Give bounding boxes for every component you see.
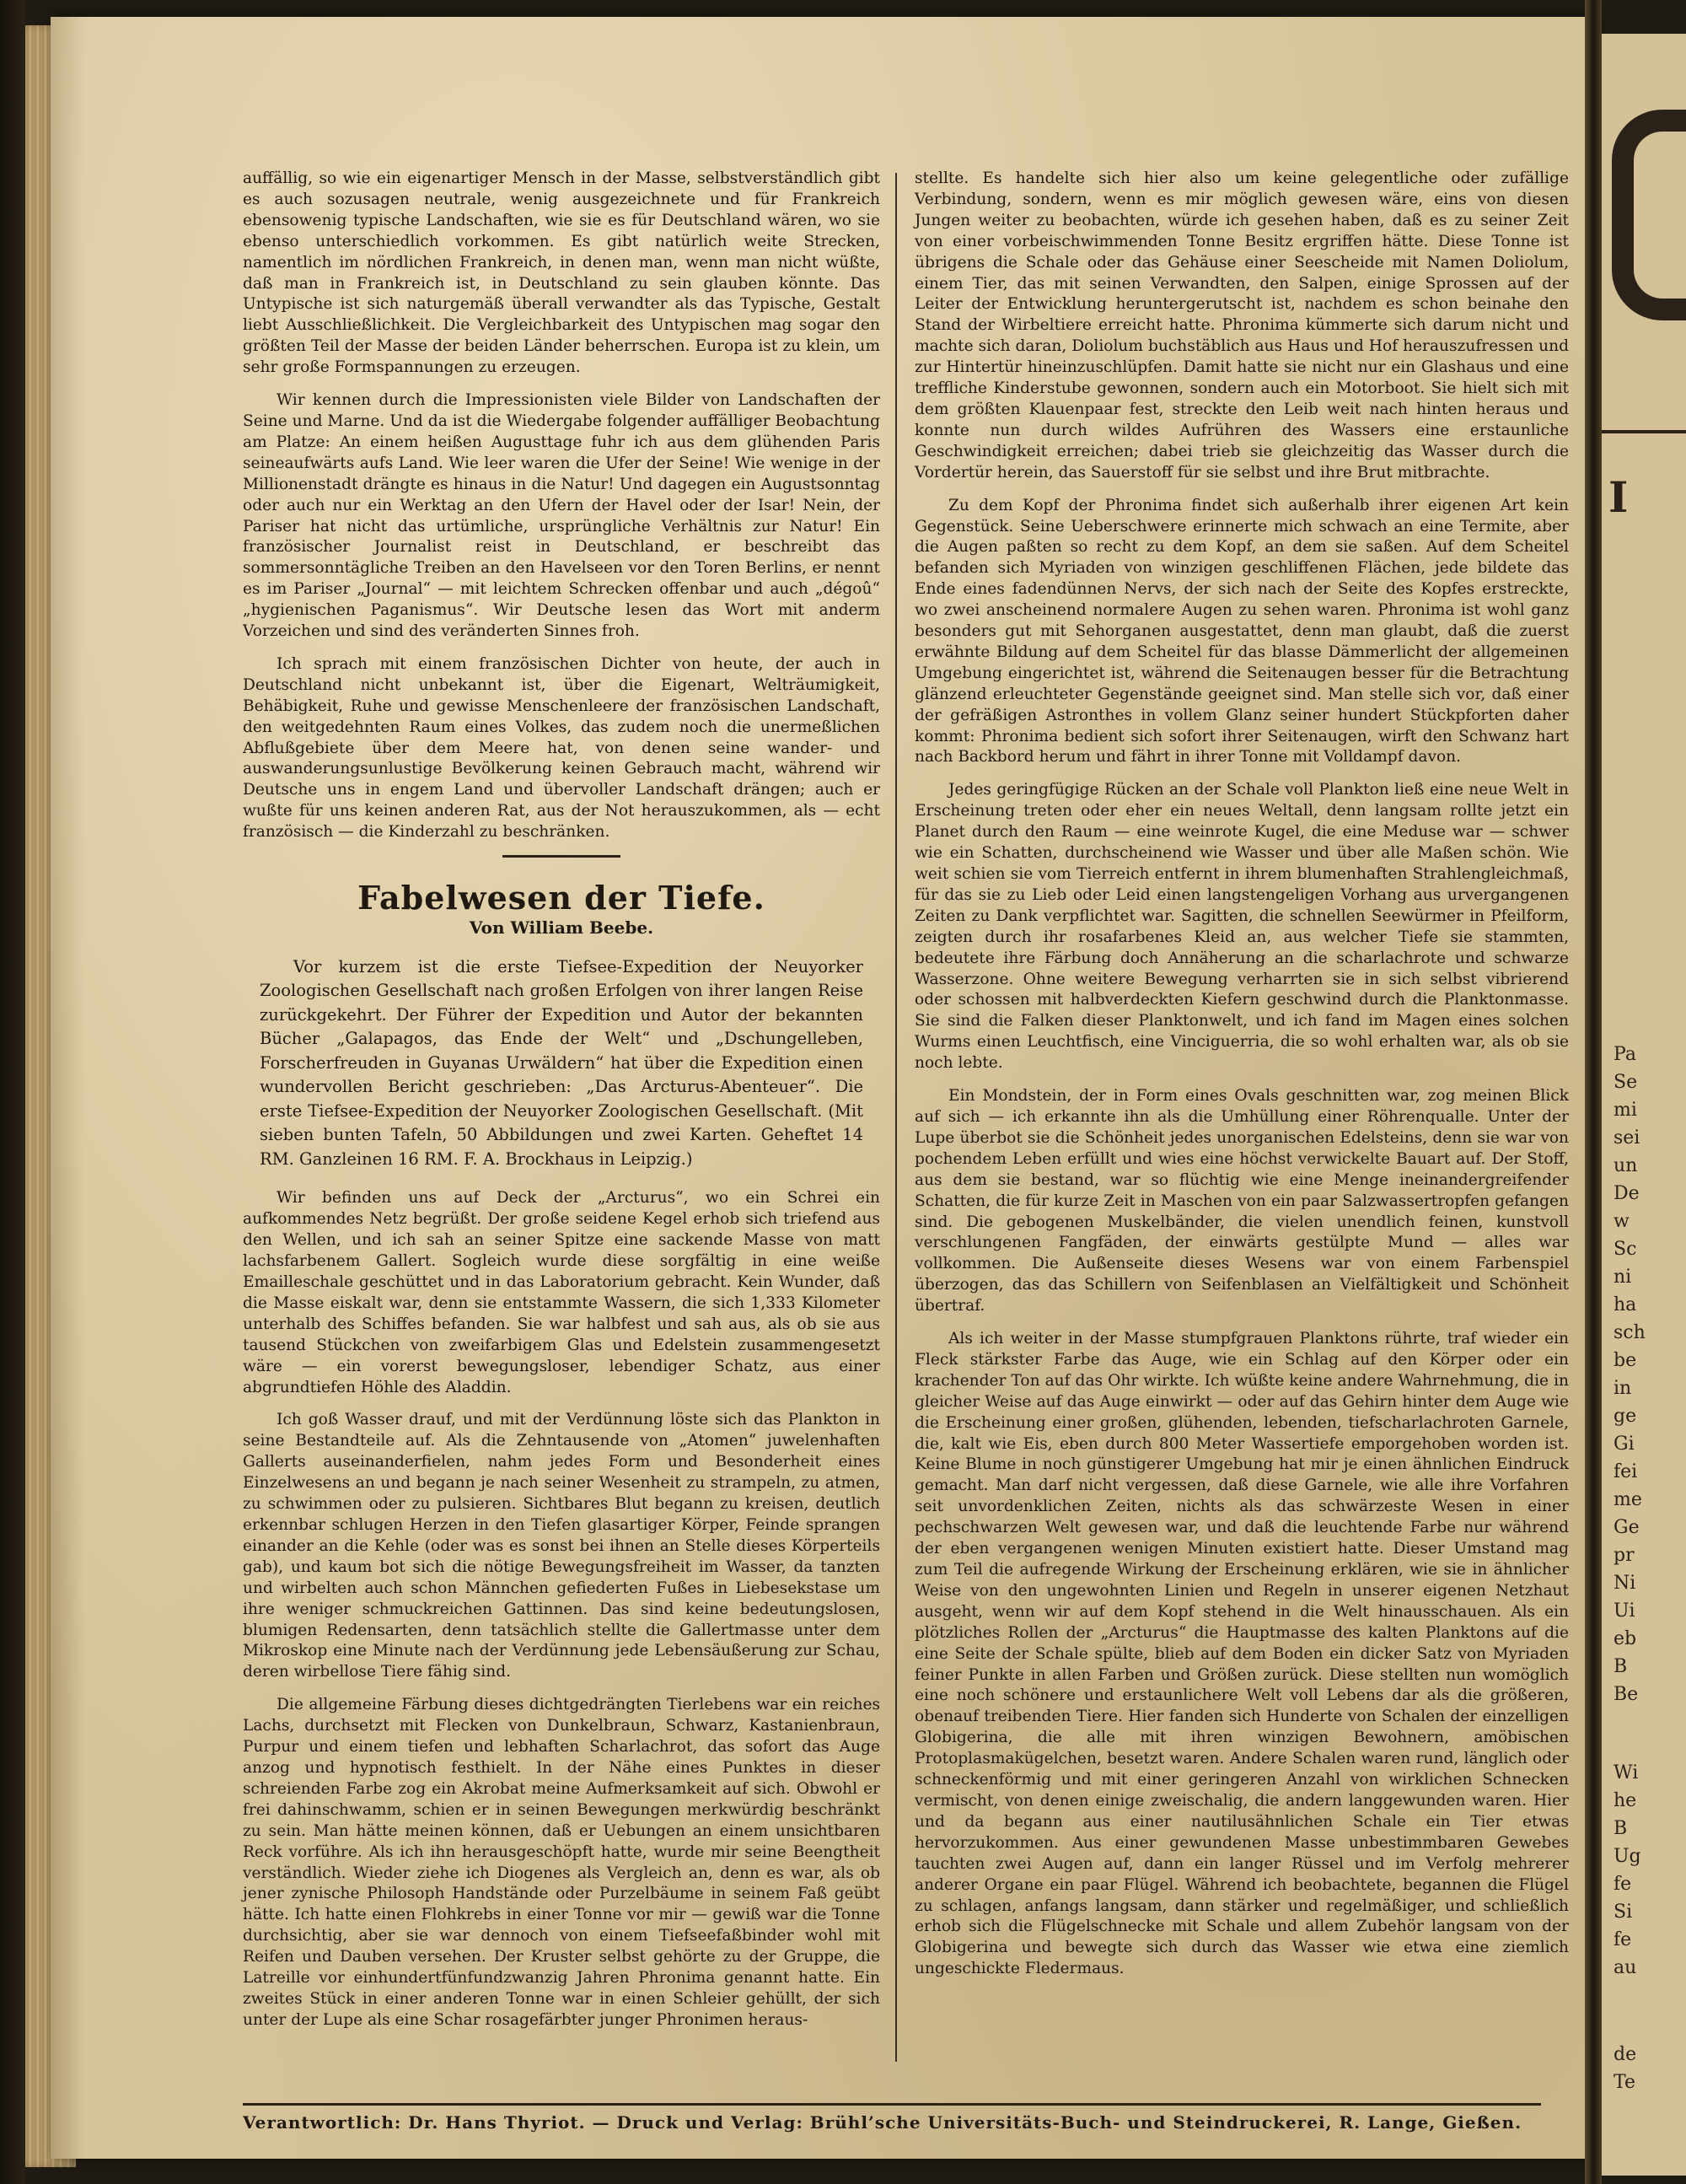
paragraph: Wir befinden uns auf Deck der „Arcturus“, wo ein Schrei ein aufkommendes Netz begrüßt. Der große seidene Kegel erhob sich triefend aus den Wellen, und ich sah an seiner Spitze eine sackende Masse von matt lachsfarbenem Gallert. Sogleich wurde diese sorgfältig in eine weiße Emailleschale geschüttet und in das Laboratorium gebracht. Kein Wunder, daß die Masse eiskalt war, denn sie entstammte Wassern, die sich 1,333 Kilometer unterhalb des Schiffes befanden. Sie war halbfest und sah aus, als ob sie aus tausend Stückchen von zweifarbigem Glas und Edelstein zusammengesetzt wäre — ein vorerst bewegungsloser, lebendiger Schatz, aus einer abgrundtiefen Höhle des Aladdin. xyxy=(243,1189,880,1396)
next-page-fragment: Gi xyxy=(1614,1434,1635,1455)
next-page-fragment: Ge xyxy=(1614,1517,1640,1538)
book-gutter xyxy=(1585,0,1602,2184)
imprint-footer: Verantwortlich: Dr. Hans Thyriot. — Druck und Verlag: Brühl’sche Universitäts-Buch- und Steindruckerei, R. Lange, Gießen. xyxy=(243,2103,1541,2133)
paragraph: Ich sprach mit einem französischen Dichter von heute, der auch in Deutschland nicht unbekannt ist, über die Eigenart, Welträumigkeit, Behäbigkeit, Ruhe und gewisse Menschenleere der französischen Landschaft, den weitgedehnten Raum eines Volkes, das zudem noch die unermeßlichen Abflußgebiete über dem Meere hat, von denen seine wander- und auswanderungsunlustige Bevölkerung keinen Gebrauch macht, während wir Deutsche uns in engem Land und übervoller Landschaft drängen; auch er wußte für uns keinen anderen Rat, aus der Not herauszukommen, als — echt französisch — die Kinderzahl zu beschränken. xyxy=(243,654,880,842)
paragraph: Wir kennen durch die Impressionisten viele Bilder von Landschaften der Seine und Marne. Und da ist die Wiedergabe folgender auffälliger Beobachtung am Platze: An einem heißen Augusttage fuhr ich aus dem glühenden Paris seineaufwärts aufs Land. Wie leer waren die Ufer der Seine! Wie wenige in der Millionenstadt drängte es hinaus in die Natur! Und dagegen ein Augustsonntag oder auch nur ein Werktag an den Ufern der Havel oder der Isar! Nein, der Pariser hat nicht das urtümliche, ursprüngliche Verhältnis zur Natur! Ein französischer Journalist reist in Deutschland, er beschreibt das sommersonntägliche Treiben an den Havelseen vor den Toren Berlins, er nennt es im Pariser „Journal“ — mit leichtem Schrecken offenbar und auch „dégoû“ „hygienischen Paganismus“. Wir Deutsche lesen das Wort mit anderm Vorzeichen und sind des veränderten Sinnes froh. xyxy=(243,391,880,641)
paragraph: Die allgemeine Färbung dieses dichtgedrängten Tierlebens war ein reiches Lachs, durchsetzt mit Flecken von Dunkelbraun, Schwarz, Kastanienbraun, Purpur und einem tiefen und lebhaften Scharlachrot, das sofort das Auge anzog und hypnotisch festhielt. In der Nähe eines Punktes in dieser schreienden Farbe zog ein Akrobat meine Aufmerksamkeit auf sich. Obwohl er frei dahinschwamm, schien er in seinen Bewegungen merkwürdig beschränkt zu sein. Man hätte meinen können, daß er Uebungen an einem unsichtbaren Reck vorführe. Als ich ihn herausgeschöpft hatte, wurde mir seine Beengtheit verständlich. Wieder ziehe ich Diogenes als Vergleich an, denn es war, als ob jener zynische Philosoph Handstände oder Purzelbäume in seinem Faß geübt hätte. Ich hatte einen Flohkrebs in einer Tonne vor mir — gewiß war die Tonne durchsichtig, aber sie war dennoch von einem Tiefseefaßbinder wohl mit Reifen und Dauben versehen. Der Kruster selbst gehörte zu der Gruppe, die Latreille vor einhundertfünfundzwanzig Jahren Phronima genannt hatte. Ein zweites Stück in einer anderen Tonne war in einen Schleier gehüllt, der sich unter der Lupe als eine Schar rosagefärbter junger Phronimen heraus- xyxy=(243,1696,880,2029)
next-page-fragment: un xyxy=(1614,1155,1638,1176)
column-divider xyxy=(895,173,897,2062)
paragraph: auffällig, so wie ein eigenartiger Mensch in der Masse, selbstverständlich gibt es auch sozusagen neutrale, wenig ausgezeichnete und für Frankreich ebensowenig typische Landschaften, wie sie es für Deutschland wären, wo sie ebenso unterschiedlich vorkommen. Es gibt natürlich weite Strecken, namentlich im nördlichen Frankreich, in denen man, wenn man nicht wüßte, daß man in Frankreich ist, in Deutschland zu sein glauben könnte. Das Untypische ist sich naturgemäß überall verwandter als das Typische, Gestalt liebt Ausschließlichkeit. Die Vergleichbarkeit des Untypischen mag sogar den größten Teil der Masse der beiden Länder beherrschen. Europa ist zu klein, um sehr große Formspannungen zu erzeugen. xyxy=(243,169,880,377)
next-page-fragment: sch xyxy=(1614,1322,1646,1343)
next-page-fragment: Ni xyxy=(1614,1573,1636,1594)
article-byline: Von William Beebe. xyxy=(469,917,654,938)
left-column xyxy=(243,169,880,2043)
paragraph: Als ich weiter in der Masse stumpfgrauen Planktons rührte, traf wieder ein Fleck stärkster Farbe das Auge, wie ein Schlag auf den Körper oder ein krachender Ton auf das Ohr wirkte. Ich wüßte keine andere Wahrnehmung, die in gleicher Weise auf das Auge einwirkt — oder auf das Gehirn hinter dem Auge wie die Erscheinung einer großen, glühenden, lebenden, tiefscharlachroten Garnele, die, kalt wie Eis, eben durch 800 Meter Wassertiefe emporgehoben worden ist. Keine Blume in noch günstigerer Umgebung hat mir je einen ähnlichen Eindruck gemacht. Man darf nicht vergessen, daß diese Garnele, wie alle ihre Vorfahren seit unvordenklichen Zeiten, nichts als das schwärzeste Wesen in einer pechschwarzen Welt gewesen war, und daß die leuchtende Farbe nur während der eben vergangenen wenigen Minuten existiert hatte. Dieser Umstand mag zum Teil die aufregende Wirkung der Erscheinung erklären, wie sie in ähnlicher Weise von den ungewohnten Linien und Regeln in unserer eigenen Netzhaut ausgeht, wenn wir auf dem Kopf stehend in die Welt hinausschauen. Als ein plötzliches Rollen der „Arcturus“ die Hauptmasse des kalten Planktons auf die eine Seite der Schale spülte, blieb auf dem Boden ein dicker Satz von Myriaden feiner Punkte in allen Farben und Größen zurück. Diese stellten nun womöglich eine noch schönere und erstaunlichere Welt voll Lebens dar als die größeren, obenauf treibenden Tiere. Hier fanden sich Hunderte von Schalen der einzelligen Globigerina, die alle mit ihren winzigen Bewohnern, amöbischen Protoplasmakügelchen, besetzt waren. Andere Schalen waren rund, länglich oder schneckenförmig und mit einer geringeren Anzahl von wirklichen Schnecken vermischt, von denen einige zweischalig, die andern langgewunden waren. Hier und da begann aus einer nautilusähnlichen Schale ein Tier etwas hervorzukommen. Aus einer gewundenen Masse unbestimmbaren Gewebes tauchten zwei Augen auf, dann ein langer Rüssel und im Verfolg mehrerer anderer Organe ein paar Flügel. Während ich beobachtete, begannen die Flügel zu schlagen, anfangs langsam, dann stärker und regelmäßiger, und schließlich erhob sich die Flügelschnecke mit Schale und allem Zubehör langsam von der Globigerina und bewegte sich durch das Wasser wie etwa eine ziemlich ungeschickte Fledermaus. xyxy=(915,1330,1569,1978)
next-page-fragment: B xyxy=(1614,1656,1628,1677)
next-page-fragment: B xyxy=(1614,1818,1628,1839)
next-page-fragment: pr xyxy=(1614,1545,1635,1566)
binding-edge xyxy=(0,0,25,2184)
next-page-fragment: Be xyxy=(1614,1684,1639,1705)
next-page-fragment: be xyxy=(1614,1350,1637,1371)
section-rule xyxy=(502,855,620,858)
next-page-edge xyxy=(1602,34,1686,2176)
next-page-fragment: au xyxy=(1614,1957,1637,1978)
next-page-fragment: he xyxy=(1614,1790,1637,1811)
article-intro xyxy=(260,955,863,1172)
paragraph: Jedes geringfügige Rücken an der Schale voll Plankton ließ eine neue Welt in Erscheinung treten oder eher ein neues Weltall, denn langsam rollte jetzt ein Planet durch den Raum — eine weinrote Kugel, die eine Meduse war — schwer wie ein Schatten, durchscheinend wie Wasser und über alle Maßen schön. Wie weit schien sie vom Tierreich entfernt in ihrem blumenhaften Strahlengleichmaß, für das sie zu Lieb oder Leid einen langstengeligen Vorhang aus urvergangenen Zeiten zu Dank verpflichtet war. Sagitten, die schnellen Seewürmer in Pfeilform, zeigten durch ihr rosafarbenes Kleid an, aus welcher Tiefe sie stammten, bedeutete ihre Färbung doch Annäherung an die scharlachrote und schwarze Wasserzone. Ohne weitere Bewegung verharrten sie in sich selbst vibrierend oder schossen mit halbverdeckten Kiefern geschwind durch die Planktonmasse. Sie sind die Falken dieser Planktonwelt, und ich fand im Magen eines solchen Wurms einen Leuchtfisch, eine Vinciguerria, die so wohl erhalten war, als ob sie noch lebte. xyxy=(915,781,1569,1073)
next-page-fragment: Se xyxy=(1614,1072,1638,1093)
next-page-fragment: me xyxy=(1614,1489,1642,1510)
next-page-fragment: Si xyxy=(1614,1902,1633,1923)
next-page-fragment: Ui xyxy=(1614,1600,1635,1622)
intro-paragraph: Vor kurzem ist die erste Tiefsee-Expedition der Neuyorker Zoologischen Gesellschaft nach großen Erfolgen von ihrer langen Reise zurückgekehrt. Der Führer der Expedition und Autor der bekannten Bücher „Galapagos, das Ende der Welt“ und „Dschungelleben, Forscherfreuden in Guyanas Urwäldern“ hat über die Expedition einen wundervollen Bericht geschrieben: „Das Arcturus-Abenteuer“. Die erste Tiefsee-Expedition der Neuyorker Zoologischen Gesellschaft. (Mit sieben bunten Tafeln, 50 Abbildungen und zwei Karten. Geheftet 14 RM. Ganzleinen 16 RM. F. A. Brockhaus in Leipzig.) xyxy=(260,956,863,1169)
next-page-fragment: De xyxy=(1614,1183,1640,1204)
next-page-fragment: ha xyxy=(1614,1294,1637,1315)
paragraph: Ein Mondstein, der in Form eines Ovals geschnitten war, zog meinen Blick auf sich — ich erkannte ihn als die Umhüllung einer Röhrenqualle. Unter der Lupe überbot sie die Schönheit jedes unorganischen Edelsteins, denn sie war von pochendem Leben erfüllt und wies eine höchst verwickelte Bauart auf. Der Stoff, aus dem sie bestand, war so flüchtig wie eine Menge ineinandergreifender Schatten, die für kurze Zeit in Maschen von ein paar Salzwassertropfen gefangen sind. Die gebogenen Muskelbänder, die vielen unendlich feinen, kunstvoll verschlungenen Fangfäden, der einwärts gestülpte Mund — alles war vollkommen. Die Außenseite dieses Wesens war von einem Farbenspiel überzogen, das das Schillern von Seifenblasen an Vielfältigkeit und Schönheit übertraf. xyxy=(915,1087,1569,1315)
next-page-fragment: de xyxy=(1614,2044,1637,2065)
next-page-fragment: Ug xyxy=(1614,1846,1641,1867)
paragraph: Ich goß Wasser drauf, und mit der Verdünnung löste sich das Plankton in seine Bestandteile auf. Als die Zehntausende von „Atomen“ juwelenhaften Gallerts auseinanderfielen, nahm jedes Form und Besonderheit eines Einzelwesens an und begann je nach seiner Wesenheit zu strampeln, zu atmen, zu schwimmen oder zu pulsieren. Sichtbares Blut begann zu kreisen, deutlich erkennbar schlugen Herzen in den Tiefen glasartiger Körper, Feinde sprangen einander an die Kehle (oder was es sonst bei ihnen an Stelle dieses Körperteils gab), und kaum bot sich die nötige Bewegungsfreiheit im Wasser, da tanzten und wirbelten auch schon Männchen gefiederten Fußes in Liebesekstase um ihre weniger schmuckreichen Gattinnen. Das sind keine bedeutungslosen, blumigen Redensarten, denn tatsächlich stellte die Gallertmasse unter dem Mikroskop eine Minute nach der Verdünnung jede Lebensäußerung zur Schau, deren wirbellose Tiere fähig sind. xyxy=(243,1411,880,1681)
next-page-fragment: mi xyxy=(1614,1100,1637,1121)
next-page-heading-fragment: I xyxy=(1608,472,1629,522)
next-page-fragment: eb xyxy=(1614,1628,1637,1649)
next-page-rule xyxy=(1602,430,1686,433)
next-page-fragment: fe xyxy=(1614,1929,1632,1950)
next-page-fragment: Te xyxy=(1614,2072,1635,2093)
next-page-fragment: Sc xyxy=(1614,1239,1637,1260)
next-page-fragment: ni xyxy=(1614,1267,1632,1288)
next-page-fragment: Pa xyxy=(1614,1044,1636,1065)
next-page-fragment: ge xyxy=(1614,1406,1637,1427)
paragraph: Zu dem Kopf der Phronima findet sich außerhalb ihrer eigenen Art kein Gegenstück. Seine Ueberschwere erinnerte mich schwach an eine Termite, aber die Augen paßten so recht zu dem Kopf, an dem sie saßen. Auf dem Scheitel befanden sich Myriaden von winzigen geschliffenen Flächen, jede bildete das Ende eines fadendünnen Nervs, der sich nach der Seite des Kopfes erstreckte, wo zwei anscheinend normalere Augen zu sehen waren. Phronima ist wohl ganz besonders gut mit Sehorganen ausgestattet, denn man glaubt, daß die zuerst erwähnte Bildung auf dem Scheitel für das blasse Dämmerlicht der allgemeinen Umgebung eingerichtet ist, während die Seitenaugen besser für die Betrachtung glänzend erleuchteter Gegenstände geeignet sind. Man stelle sich vor, daß einer der gefräßigen Astronthes in vollem Glanz seiner hundert Stückpforten daher kommt: Phronima bedient sich sofort ihrer Seitenaugen, wirft den Schwanz hart nach Backbord herum und fährt in ihrer Tonne mit Volldampf davon. xyxy=(915,496,1569,767)
right-column xyxy=(915,169,1569,1992)
next-page-fragment: fei xyxy=(1614,1461,1638,1482)
next-page-fragment: fe xyxy=(1614,1874,1632,1895)
masthead-letter-fragment xyxy=(1612,110,1686,320)
next-page-fragment: Wi xyxy=(1614,1762,1639,1783)
article-title: Fabelwesen der Tiefe. xyxy=(357,879,765,917)
paragraph: stellte. Es handelte sich hier also um keine gelegentliche oder zufällige Verbindung, sondern, wenn es mir möglich gewesen wäre, eins von diesen Jungen weiter zu beobachten, würde ich gesehen haben, daß es zu seiner Zeit von einer vorbeischwimmenden Tonne Besitz ergriffen hätte. Diese Tonne ist übrigens die Schale oder das Gehäuse einer Seescheide mit Namen Doliolum, einem Tier, das mit seinen Verwandten, den Salpen, einige Sprossen auf der Leiter der Entwicklung heruntergerutscht ist, nachdem es schon beinahe den Stand der Wirbeltiere erreicht hatte. Phronima kümmerte sich darum nicht und machte sich daran, Doliolum buchstäblich aus Haus und Hof herauszufressen und zur Hintertür hineinzuschlüpfen. Damit hatte sie nicht nur ein Glashaus und eine treffliche Kinderstube gewonnen, sondern auch ein Motorboot. Sie hielt sich mit dem größten Klauenpaar fest, streckte den Leib weit nach hinten heraus und konnte nun durch wildes Aufrühren des Wassers eine erstaunliche Geschwindigkeit erreichen; dabei trieb sie gleichzeitig das Wasser durch die Vordertür herein, das Sauerstoff für sie selbst und ihre Brut mitbrachte. xyxy=(915,169,1569,481)
next-page-fragment: sei xyxy=(1614,1127,1640,1148)
next-page-fragment: w xyxy=(1614,1211,1630,1232)
next-page-fragment: in xyxy=(1614,1378,1632,1399)
